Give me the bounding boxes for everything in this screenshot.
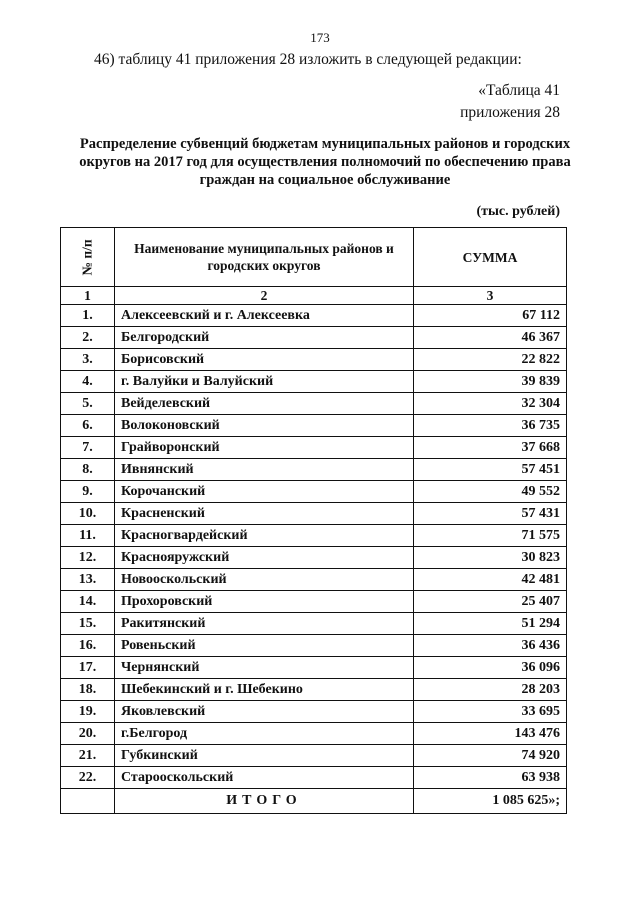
- district-name: г.Белгород: [115, 723, 414, 745]
- district-name: г. Валуйки и Валуйский: [115, 371, 414, 393]
- table-row: [61, 569, 567, 591]
- row-number: 11.: [61, 525, 115, 547]
- row-number: 15.: [61, 613, 115, 635]
- subsidy-amount: 63 938: [414, 767, 567, 789]
- row-number: 12.: [61, 547, 115, 569]
- table-row: [61, 503, 567, 525]
- table-row: [61, 437, 567, 459]
- table-row: [61, 657, 567, 679]
- total-row: [61, 789, 567, 814]
- row-number: 22.: [61, 767, 115, 789]
- table-row: [61, 701, 567, 723]
- row-number: 13.: [61, 569, 115, 591]
- table-row: [61, 745, 567, 767]
- table-caption-line1: «Таблица 41: [478, 82, 560, 99]
- table-row: [61, 723, 567, 745]
- district-name: Чернянский: [115, 657, 414, 679]
- district-name: Корочанский: [115, 481, 414, 503]
- table-row: [61, 393, 567, 415]
- row-number: 2.: [61, 327, 115, 349]
- subsidy-amount: 28 203: [414, 679, 567, 701]
- subsidy-amount: 42 481: [414, 569, 567, 591]
- row-number: 19.: [61, 701, 115, 723]
- subsidy-amount: 57 431: [414, 503, 567, 525]
- table-row: [61, 371, 567, 393]
- table-row: [61, 349, 567, 371]
- subsidy-amount: 37 668: [414, 437, 567, 459]
- table-row: [61, 305, 567, 327]
- index-cell: 1: [61, 287, 115, 305]
- table-index-row: [61, 287, 567, 305]
- table-row: [61, 635, 567, 657]
- index-cell: 3: [414, 287, 567, 305]
- units-label: (тыс. рублей): [476, 204, 560, 219]
- subsidy-amount: 67 112: [414, 305, 567, 327]
- index-cell: 2: [115, 287, 414, 305]
- document-title: Распределение субвенций бюджетам муниципальных районов и городских округов на 2017 год для осуществления полномочий по обеспечению права граждан на социальное обслуживание: [79, 136, 571, 188]
- subsidy-amount: 39 839: [414, 371, 567, 393]
- subsidy-amount: 143 476: [414, 723, 567, 745]
- table-row: [61, 481, 567, 503]
- table-row: [61, 679, 567, 701]
- table-row: [61, 327, 567, 349]
- district-name: Ровеньский: [115, 635, 414, 657]
- district-name: Яковлевский: [115, 701, 414, 723]
- row-number: 5.: [61, 393, 115, 415]
- table-row: [61, 613, 567, 635]
- subsidy-amount: 57 451: [414, 459, 567, 481]
- header-sum: СУММА: [414, 228, 567, 287]
- district-name: Ракитянский: [115, 613, 414, 635]
- district-name: Грайворонский: [115, 437, 414, 459]
- subsidy-amount: 30 823: [414, 547, 567, 569]
- district-name: Прохоровский: [115, 591, 414, 613]
- district-name: Волоконовский: [115, 415, 414, 437]
- table-row: [61, 459, 567, 481]
- row-number: 8.: [61, 459, 115, 481]
- header-num: № п/п: [61, 228, 115, 287]
- subsidy-amount: 36 436: [414, 635, 567, 657]
- subsidy-amount: 32 304: [414, 393, 567, 415]
- row-number: 9.: [61, 481, 115, 503]
- header-name: Наименование муниципальных районов и городских округов: [115, 228, 414, 287]
- district-name: Борисовский: [115, 349, 414, 371]
- subsidy-amount: 46 367: [414, 327, 567, 349]
- subsidy-table: [60, 227, 567, 814]
- row-number: 17.: [61, 657, 115, 679]
- row-number: 14.: [61, 591, 115, 613]
- row-number: 6.: [61, 415, 115, 437]
- table-row: [61, 525, 567, 547]
- subsidy-amount: 71 575: [414, 525, 567, 547]
- row-number: 18.: [61, 679, 115, 701]
- district-name: Губкинский: [115, 745, 414, 767]
- district-name: Красненский: [115, 503, 414, 525]
- table-row: [61, 415, 567, 437]
- total-amount: 1 085 625»;: [414, 789, 567, 814]
- row-number: 21.: [61, 745, 115, 767]
- district-name: Ивнянский: [115, 459, 414, 481]
- district-name: Краснояружский: [115, 547, 414, 569]
- subsidy-amount: 25 407: [414, 591, 567, 613]
- table-header-row: [61, 228, 567, 287]
- subsidy-amount: 36 096: [414, 657, 567, 679]
- district-name: Алексеевский и г. Алексеевка: [115, 305, 414, 327]
- page-number: 173: [310, 30, 330, 45]
- district-name: Белгородский: [115, 327, 414, 349]
- district-name: Старооскольский: [115, 767, 414, 789]
- table-row: [61, 591, 567, 613]
- row-number: 3.: [61, 349, 115, 371]
- table-caption-line2: приложения 28: [460, 104, 560, 121]
- subsidy-amount: 22 822: [414, 349, 567, 371]
- row-number: 10.: [61, 503, 115, 525]
- subsidy-amount: 74 920: [414, 745, 567, 767]
- subsidy-amount: 36 735: [414, 415, 567, 437]
- row-number: 16.: [61, 635, 115, 657]
- row-number: 7.: [61, 437, 115, 459]
- total-label: ИТОГО: [115, 789, 414, 814]
- row-number: 20.: [61, 723, 115, 745]
- row-number: 4.: [61, 371, 115, 393]
- district-name: Вейделевский: [115, 393, 414, 415]
- district-name: Красногвардейский: [115, 525, 414, 547]
- table-row: [61, 767, 567, 789]
- district-name: Новооскольский: [115, 569, 414, 591]
- subsidy-amount: 33 695: [414, 701, 567, 723]
- row-number: 1.: [61, 305, 115, 327]
- table-row: [61, 547, 567, 569]
- subsidy-amount: 51 294: [414, 613, 567, 635]
- intro-text: 46) таблицу 41 приложения 28 изложить в следующей редакции:: [94, 51, 522, 68]
- district-name: Шебекинский и г. Шебекино: [115, 679, 414, 701]
- subsidy-amount: 49 552: [414, 481, 567, 503]
